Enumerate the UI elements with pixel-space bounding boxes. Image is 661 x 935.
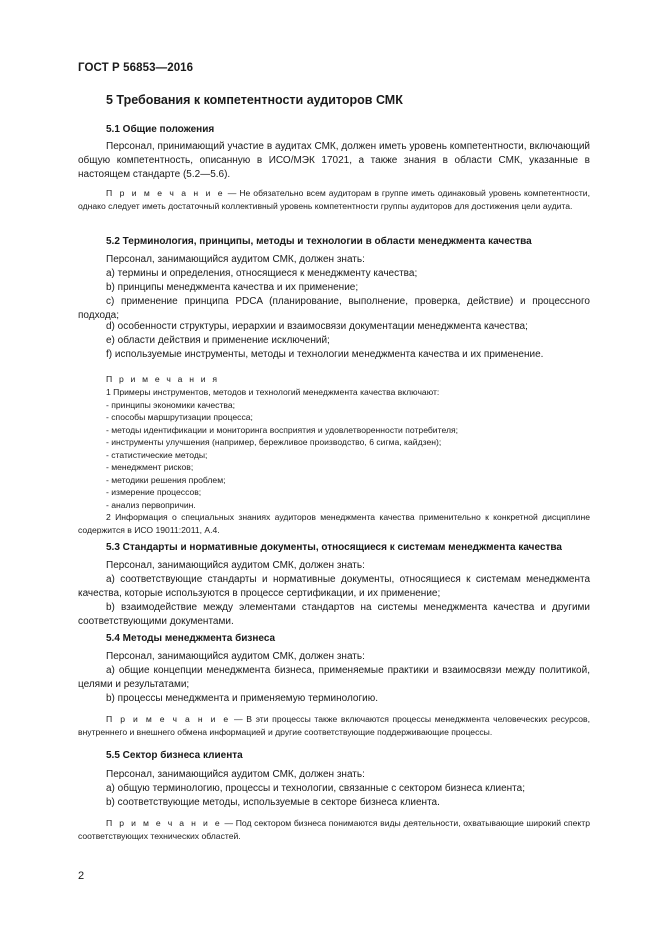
section-5-2-intro: Персонал, занимающийся аудитом СМК, должен знать: <box>106 254 365 265</box>
list-item: - способы маршрутизации процесса; <box>106 412 253 422</box>
list-item: - менеджмент рисков; <box>106 462 194 472</box>
section-5-1-note <box>78 187 590 212</box>
note-text: — Не обязательно всем аудиторам в группе иметь одинаковый уровень компетентности, однако следует иметь достаточный коллективный уровень компетентности группы аудиторов для достижения цели аудита. <box>78 188 590 211</box>
section-5-4-title: 5.4 Методы менеджмента бизнеса <box>106 633 276 644</box>
list-item: - методы идентификации и мониторинга восприятия и удовлетворенности потребителя; <box>106 424 458 435</box>
note-label: П р и м е ч а н и е <box>106 714 231 724</box>
section-5-5-title: 5.5 Сектор бизнеса клиента <box>106 750 243 761</box>
notes-label: П р и м е ч а н и я <box>106 374 220 384</box>
list-item: e) области действия и применение исключений; <box>106 335 330 346</box>
list-item: b) соответствующие методы, используемые в секторе бизнеса клиента. <box>106 797 440 808</box>
note-label: П р и м е ч а н и е <box>106 188 225 198</box>
section-5-5-intro: Персонал, занимающийся аудитом СМК, должен знать: <box>106 769 365 780</box>
note-text: — Под сектором бизнеса понимаются виды деятельности, охватывающие широкий спектр соответствующих технических областей. <box>78 818 590 841</box>
list-item: - методики решения проблем; <box>106 474 226 485</box>
section-5-1-title: 5.1 Общие положения <box>106 124 215 135</box>
page-number: 2 <box>78 870 85 882</box>
list-item: - статистические методы; <box>106 449 208 460</box>
list-item: - принципы экономики качества; <box>106 399 236 410</box>
section-5-title: 5 Требования к компетентности аудиторов СМК <box>106 93 403 107</box>
list-item: f) используемые инструменты, методы и технологии менеджмента качества и их применение. <box>106 349 544 360</box>
section-5-5-note <box>78 817 590 842</box>
section-5-2-title: 5.2 Терминология, принципы, методы и технологии в области менеджмента качества <box>106 236 532 247</box>
list-item: - измерение процессов; <box>106 487 202 497</box>
section-5-4-note <box>78 713 590 738</box>
list-item: b) принципы менеджмента качества и их применение; <box>106 282 359 293</box>
note-2: 2 Информация о специальных знаниях аудиторов менеджмента качества применительно к конкретной дисциплине содержится в ИСО 19011:2011, А.4. <box>78 512 590 535</box>
list-item: a) общую терминологию, процессы и технологии, связанные с сектором бизнеса клиента; <box>106 783 525 794</box>
section-5-4-intro: Персонал, занимающийся аудитом СМК, должен знать: <box>106 651 365 662</box>
section-5-3-intro: Персонал, занимающийся аудитом СМК, должен знать: <box>106 560 365 571</box>
section-5-3-title: 5.3 Стандарты и нормативные документы, относящиеся к системам менеджмента качества <box>106 542 562 553</box>
list-item: d) особенности структуры, иерархии и взаимосвязи документации менеджмента качества; <box>106 321 528 332</box>
list-item: b) процессы менеджмента и применяемую терминологию. <box>106 693 379 704</box>
list-item: a) термины и определения, относящиеся к менеджменту качества; <box>106 268 418 279</box>
list-item: - анализ первопричин. <box>106 499 196 510</box>
list-item: - инструменты улучшения (например, бережливое производство, 6 сигма, кайдзен); <box>106 437 442 447</box>
list-item: b) взаимодействие между элементами стандартов на системы менеджмента качества и другими соответствующими документами. <box>78 602 590 627</box>
note-1-intro: 1 Примеры инструментов, методов и технологий менеджмента качества включают: <box>106 387 440 397</box>
note-text: — В эти процессы также включаются процессы менеджмента человеческих ресурсов, внутреннего и внешнего обмена информацией и другие соответствующие поддерживающие процессы. <box>78 714 590 737</box>
list-item: a) общие концепции менеджмента бизнеса, применяемые практики и взаимосвязи между политикой, целями и результатами; <box>78 665 590 690</box>
note-label: П р и м е ч а н и е <box>106 818 222 828</box>
standard-code-header: ГОСТ Р 56853—2016 <box>78 62 194 74</box>
list-item: a) соответствующие стандарты и нормативные документы, относящиеся к системам менеджмента качества, которые используются в процессе сертификации, и их применение; <box>78 574 590 599</box>
list-item: c) применение принципа PDCA (планирование, выполнение, проверка, действие) и процессного подхода; <box>78 296 590 321</box>
section-5-1-paragraph: Персонал, принимающий участие в аудитах СМК, должен иметь уровень компетентности, включающий общую компетентность, описанную в ИСО/МЭК 17021, а также знания в области СМК, указанные в настоящем стандарте (5.2—5.6). <box>78 141 590 180</box>
